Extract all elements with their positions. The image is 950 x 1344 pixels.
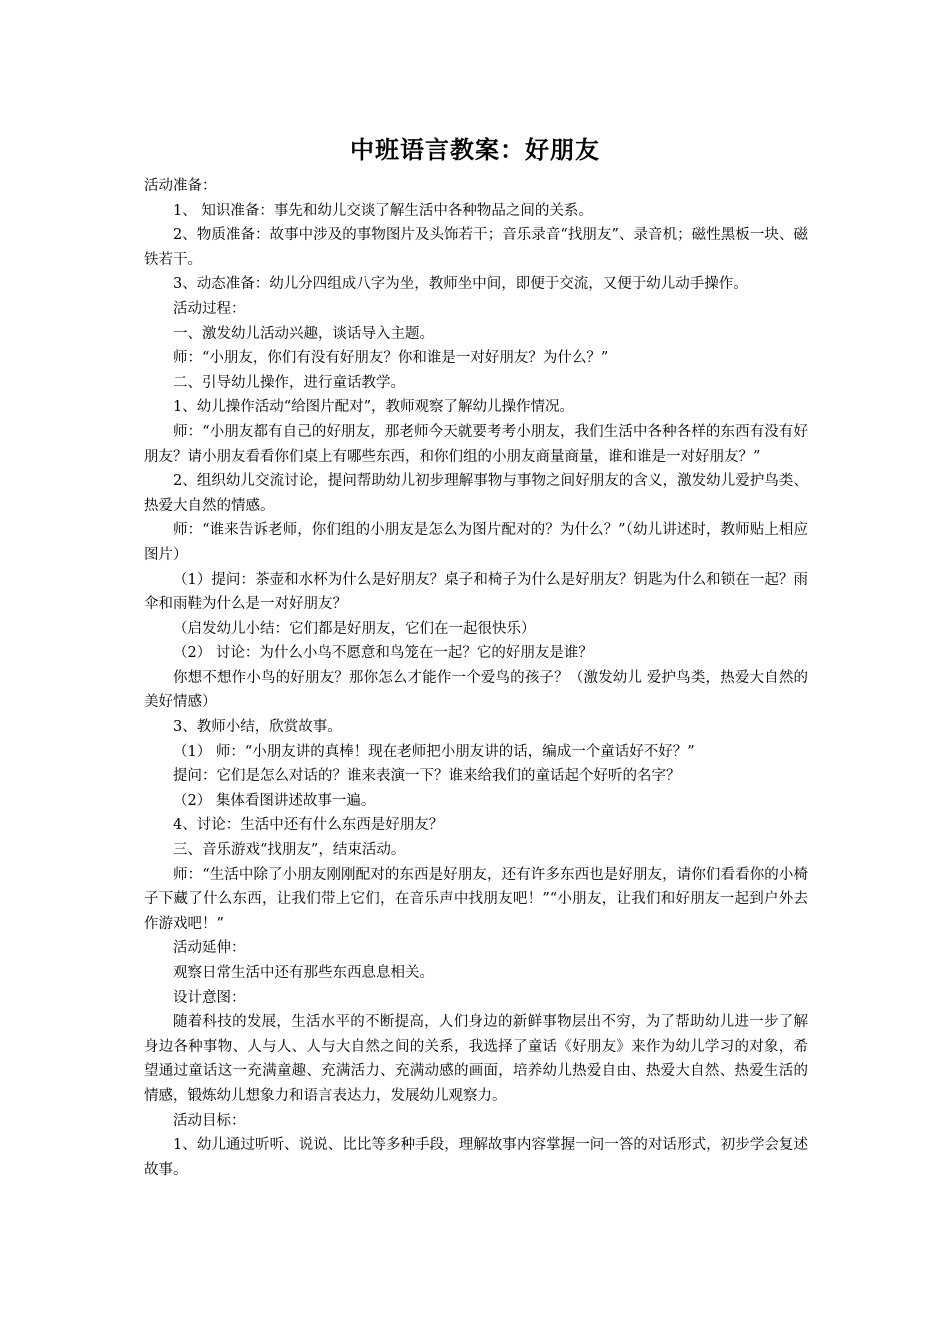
paragraph: 师：“小朋友，你们有没有好朋友？你和谁是一对好朋友？为什么？” bbox=[173, 350, 609, 367]
paragraph: 随着科技的发展，生活水平的不断提高，人们身边的新鲜事物层出不穷，为了帮助幼儿进一步了解身边各种事物、人与人、人与大自然之间的关系，我选择了童话《好朋友》来作为幼儿学习的对象，希望通过童话这一充满童趣、充满活力、充满动感的画面，培养幼儿热爱自由、热爱大自然、热爱生活的情感，锻炼幼儿想象力和语言表达力，发展幼儿观察力。 bbox=[144, 1014, 808, 1104]
paragraph: 1、幼儿通过听听、说说、比比等多种手段，理解故事内容掌握一问一答的对话形式，初步学会复述故事。 bbox=[144, 1137, 808, 1178]
paragraph: 师：“小朋友都有自己的好朋友，那老师今天就要考考小朋友，我们生活中各种各样的东西有没有好朋友？请小朋友看看你们桌上有哪些东西，和你们组的小朋友商量商量，谁和谁是一对好朋友？” bbox=[144, 423, 808, 465]
paragraph: 你想不想作小鸟的好朋友？那你怎么才能作一个爱鸟的孩子？（激发幼儿 爱护鸟类，热爱大自然的美好情感） bbox=[144, 669, 808, 711]
paragraph: 一、激发幼儿活动兴趣，谈话导入主题。 bbox=[173, 325, 434, 342]
paragraph: （2） 讨论：为什么小鸟不愿意和鸟笼在一起？它的好朋友是谁？ bbox=[173, 645, 593, 662]
document-title: 中班语言教案：好朋友 bbox=[350, 136, 600, 164]
paragraph: 师：“谁来告诉老师，你们组的小朋友是怎么为图片配对的？为什么？”（幼儿讲述时，教师贴上相应图片） bbox=[144, 522, 808, 563]
paragraph: 1、幼儿操作活动“给图片配对”，教师观察了解幼儿操作情况。 bbox=[173, 399, 575, 416]
section-heading-process: 活动过程： bbox=[173, 300, 246, 317]
section-heading-preparation: 活动准备： bbox=[144, 178, 217, 194]
paragraph: 二、引导幼儿操作，进行童话教学。 bbox=[173, 374, 405, 391]
paragraph: （1） 师：“小朋友讲的真棒！现在老师把小朋友讲的话，编成一个童话好不好？” bbox=[173, 743, 695, 760]
paragraph: 2、组织幼儿交流讨论，提问帮助幼儿初步理解事物与事物之间好朋友的含义，激发幼儿爱护鸟类、热爱大自然的情感。 bbox=[144, 473, 808, 514]
paragraph: （2） 集体看图讲述故事一遍。 bbox=[173, 792, 376, 809]
paragraph: （启发幼儿小结：它们都是好朋友，它们在一起很快乐） bbox=[173, 620, 536, 637]
section-heading-objectives: 活动目标： bbox=[173, 1112, 246, 1129]
paragraph: 2、物质准备：故事中涉及的事物图片及头饰若干；音乐录音“找朋友”、录音机；磁性黑板一块、磁铁若干。 bbox=[144, 227, 808, 268]
paragraph: 观察日常生活中还有那些东西息息相关。 bbox=[173, 965, 434, 981]
paragraph: 三、音乐游戏“找朋友”，结束活动。 bbox=[173, 842, 406, 859]
paragraph: 提问：它们是怎么对话的？谁来表演一下？谁来给我们的童话起个好听的名字？ bbox=[173, 768, 681, 785]
paragraph: 1、 知识准备：事先和幼儿交谈了解生活中各种物品之间的关系。 bbox=[173, 202, 593, 219]
paragraph: 3、动态准备：幼儿分四组成八字为坐，教师坐中间，即便于交流，又便于幼儿动手操作。 bbox=[173, 276, 748, 293]
section-heading-extension: 活动延伸： bbox=[173, 940, 246, 957]
paragraph: 4、讨论：生活中还有什么东西是好朋友？ bbox=[173, 817, 444, 834]
section-heading-design-intent: 设计意图： bbox=[173, 989, 246, 1006]
document-body bbox=[144, 174, 808, 1182]
paragraph: 师：“生活中除了小朋友刚刚配对的东西是好朋友，还有许多东西也是好朋友，请你们看看你的小椅子下藏了什么东西，让我们带上它们，在音乐声中找朋友吧！”“小朋友，让我们和好朋友一起到户外去作游戏吧！” bbox=[144, 866, 808, 932]
paragraph: （1）提问：茶壶和水杯为什么是好朋友？桌子和椅子为什么是好朋友？钥匙为什么和锁在一起？雨伞和雨鞋为什么是一对好朋友？ bbox=[144, 571, 808, 613]
paragraph: 3、教师小结，欣赏故事。 bbox=[173, 719, 342, 736]
